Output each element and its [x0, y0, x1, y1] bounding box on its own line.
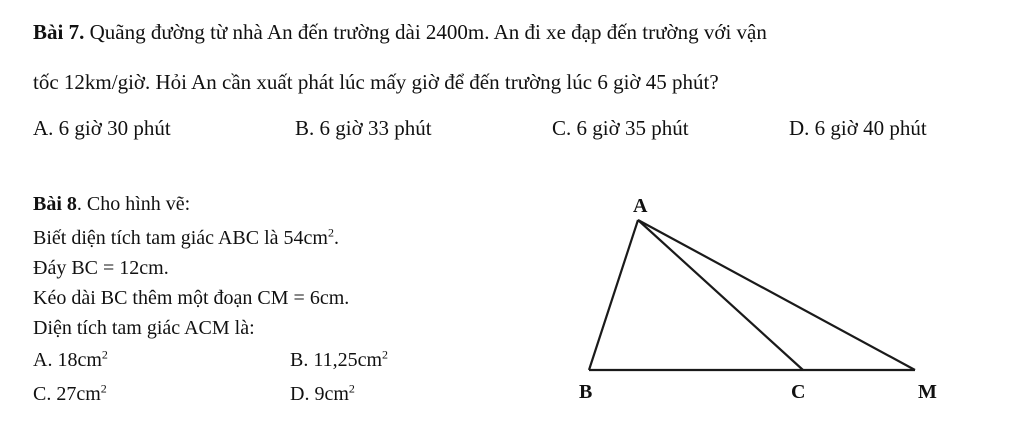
- bai8-option-a-text: A. 18cm: [33, 349, 102, 371]
- bai8-label: Bài 8: [33, 193, 77, 215]
- bai7-option-c: C. 6 giờ 35 phút: [552, 116, 689, 140]
- bai8-option-d-exp: 2: [348, 381, 355, 396]
- bai8-area-exp: 2: [327, 225, 334, 240]
- vertex-label-c: C: [791, 381, 806, 403]
- bai8-area-text: Biết diện tích tam giác ABC là 54cm: [33, 227, 328, 249]
- bai8-line-question: Diện tích tam giác ACM là:: [33, 317, 255, 339]
- bai8-area-end: .: [333, 227, 339, 249]
- bai8-option-c-exp: 2: [100, 381, 107, 396]
- segment-am: [638, 220, 915, 370]
- bai7-line2: tốc 12km/giờ. Hỏi An cần xuất phát lúc mấy giờ để đến trường lúc 6 giờ 45 phút?: [33, 70, 719, 94]
- bai7-option-a: A. 6 giờ 30 phút: [33, 116, 171, 140]
- bai8-line-extend: Kéo dài BC thêm một đoạn CM = 6cm.: [33, 287, 350, 309]
- bai7-label: Bài 7.: [33, 20, 85, 44]
- vertex-label-m: M: [918, 381, 937, 403]
- bai8-line-base: Đáy BC = 12cm.: [33, 257, 169, 279]
- vertex-label-b: B: [579, 381, 593, 403]
- vertex-label-a: A: [633, 195, 648, 217]
- bai7-option-d: D. 6 giờ 40 phút: [789, 116, 927, 140]
- segment-ab: [589, 220, 638, 370]
- bai7-text-1: Quãng đường từ nhà An đến trường dài 2400m. An đi xe đạp đến trường với vận: [84, 20, 767, 44]
- bai8-option-d-text: D. 9cm: [290, 383, 349, 405]
- bai8-option-b-exp: 2: [382, 347, 389, 362]
- bai8-option-c-text: C. 27cm: [33, 383, 101, 405]
- bai7-option-b: B. 6 giờ 33 phút: [295, 116, 432, 140]
- bai8-option-b-text: B. 11,25cm: [290, 349, 383, 371]
- bai8-option-a-exp: 2: [101, 347, 108, 362]
- bai8-intro-text: . Cho hình vẽ:: [76, 193, 191, 215]
